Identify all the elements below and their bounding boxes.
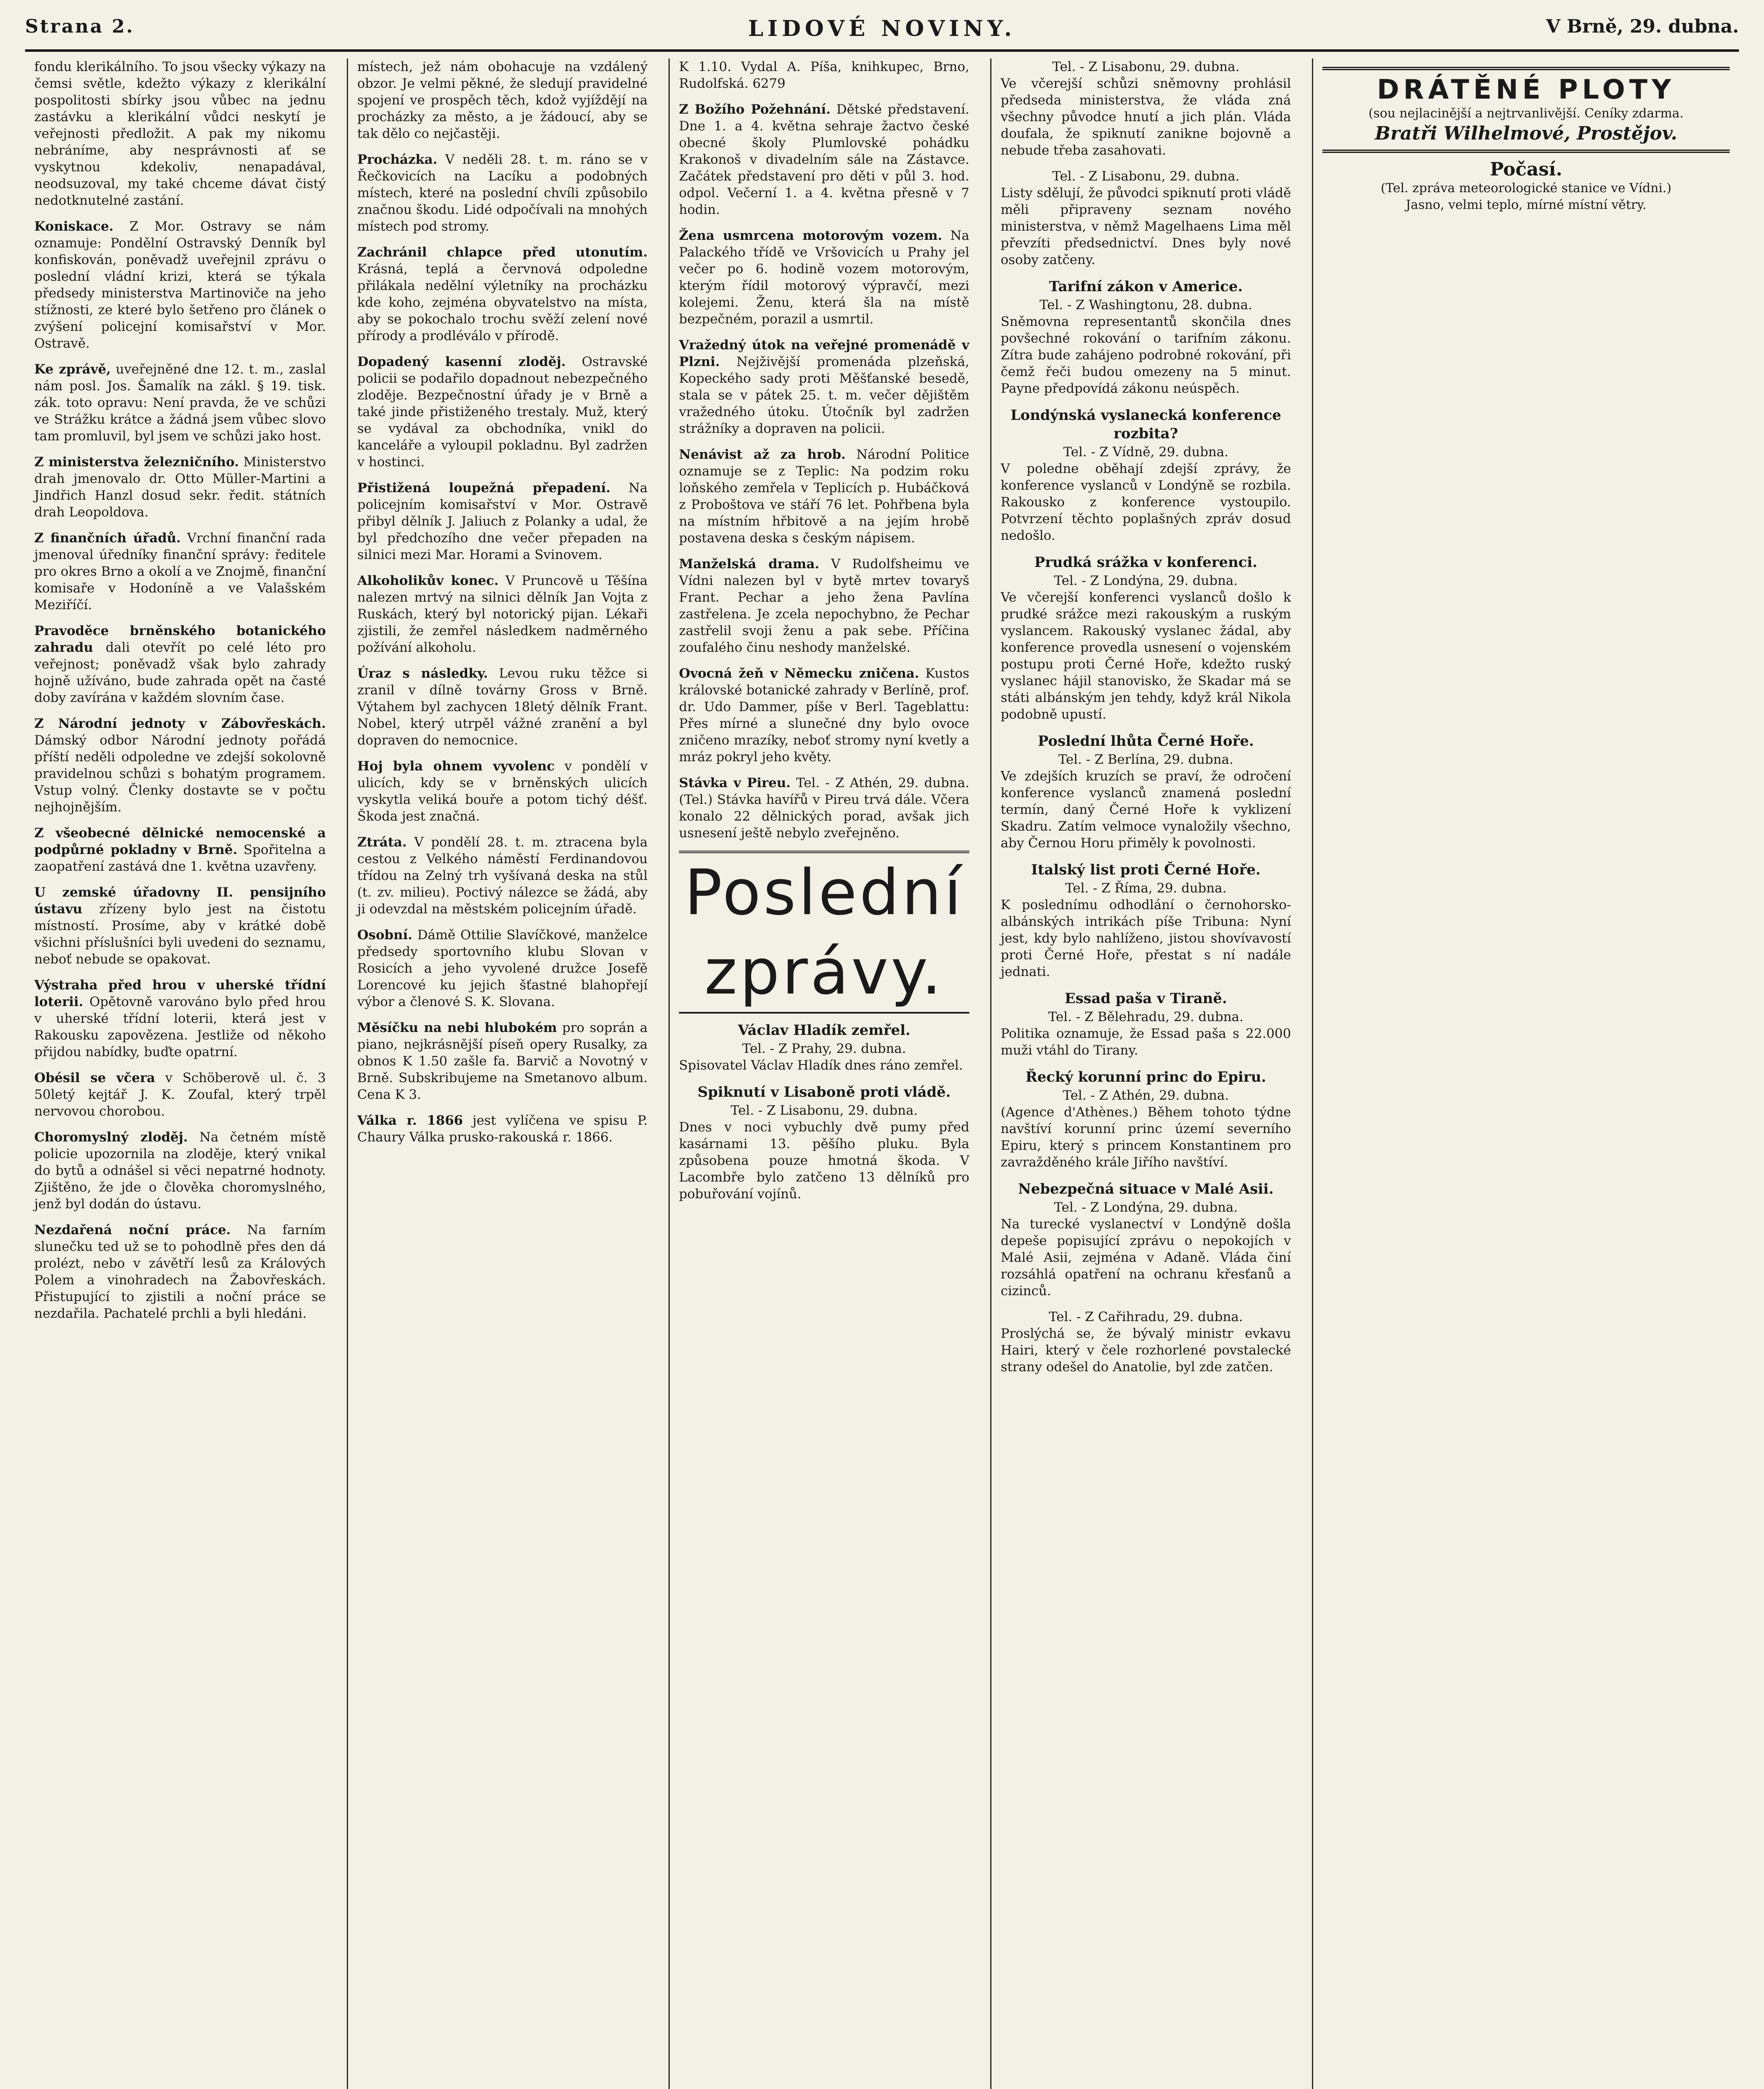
article-paragraph <box>34 1129 326 1212</box>
article-headline: Stávka v Pireu. <box>679 775 791 790</box>
article-paragraph <box>357 58 648 142</box>
column-3 <box>668 58 979 2089</box>
article <box>357 1112 648 1146</box>
article-headline: Vražedný útok na veřejné promenádě v Plzni. <box>679 338 969 369</box>
article-headline: Nezdařená noční práce. <box>34 1222 231 1238</box>
telegram-article <box>1001 58 1291 159</box>
advert-line: (sou nejlacinější a nejtrvanlivější. Ceníky zdarma. <box>1368 106 1684 121</box>
telegram-headline: Poslední lhůta Černé Hoře. <box>1037 733 1254 750</box>
telegram-dateline: Tel. - Z Vídně, 29. dubna. <box>1063 445 1229 460</box>
telegram-headline: Italský list proti Černé Hoře. <box>1031 862 1261 878</box>
telegram-text: Spisovatel Václav Hladík dnes ráno zemřel. <box>679 1058 963 1073</box>
article-text: Dámě Ottilie Slavíčkové, manželce předsedy sportovního klubu Slovan v Rosicích a jeho vyvolené družce Josefě Lorencové ku jejich šťastné blahopřejí výbor a členové S. K. Slovana. <box>357 928 648 1009</box>
article <box>34 825 326 875</box>
telegram-article <box>1001 1068 1291 1171</box>
article <box>679 58 969 92</box>
article-text: Spořitelna a zaopatření zastává dne 1. května uzavřeny. <box>34 842 326 874</box>
advert-brand: Bratři Wilhelmové, Prostějov. <box>1375 123 1678 144</box>
telegram-dateline: Tel. - Z Lisabonu, 29. dubna. <box>1052 169 1240 184</box>
article <box>34 1070 326 1120</box>
telegram-article <box>1001 861 1291 980</box>
article <box>679 665 969 765</box>
article-text: uveřejněné dne 12. t. m., zaslal nám posl. Jos. Šamalík na zákl. § 19. tisk. zák. toto opravu: Není pravda, že ve schůzi ve Strážku krátce a žádná jsem vůbec slovo tam promluvil, byl jsem ve schůzi jako host. <box>34 362 326 444</box>
article <box>357 480 648 563</box>
telegram-dateline: Tel. - Z Lisabonu, 29. dubna. <box>730 1103 918 1118</box>
telegram-article <box>1001 1309 1291 1375</box>
article <box>357 353 648 470</box>
article-text: Opětovně varováno bylo před hrou v uherské třídní loterii, která jest v Rakousku zapovězena. Jestliže od někoho přijdou nabídky, buďte opatrní. <box>34 994 326 1060</box>
article-paragraph <box>34 715 326 816</box>
article-text: K 1.10. Vydal A. Píša, knihkupec, Brno, Rudolfská. 6279 <box>679 59 969 91</box>
article-text: Na četném místě policie upozornila na zloděje, který vnikal do bytů a odnášel si věci nepatrné hodnoty. Zjištěno, že jde o člověka choromyslného, jenž byl dodán do ústavu. <box>34 1130 326 1212</box>
article-headline: Měsíčku na nebi hlubokém <box>357 1020 557 1035</box>
article-paragraph <box>679 665 969 765</box>
article-paragraph <box>34 1222 326 1322</box>
telegram-text: (Agence d'Athènes.) Během tohoto týdne navštíví korunní princ území severního Epiru, který s princem Konstantinem pro zavražděného krále Jiřího navštíví. <box>1001 1105 1291 1170</box>
telegram-dateline: Tel. - Z Bělehradu, 29. dubna. <box>1048 1009 1244 1024</box>
article <box>679 101 969 218</box>
masthead <box>25 12 1739 52</box>
telegram-text: Politika oznamuje, že Essad paša s 22.000 muži vtáhl do Tirany. <box>1001 1026 1291 1058</box>
telegram-article <box>1001 732 1291 851</box>
article-headline: Ke zprávě, <box>34 362 111 377</box>
column-2 <box>347 58 657 2089</box>
article-paragraph <box>34 454 326 521</box>
article-paragraph <box>357 353 648 470</box>
article-paragraph <box>34 623 326 706</box>
article-headline: Ztráta. <box>357 835 407 850</box>
article-headline: Osobní. <box>357 928 412 943</box>
article-text: Z Mor. Ostravy se nám oznamuje: Pondělní Ostravský Denník byl konfiskován, poněvadž uveřejnil zprávu o poslední vládní krizi, která se týkala předsedy ministerstva Martinoviče na jeho stížnosti, ze které bylo šetřeno pro článek o zvýšení policejní komisařství v Mor. Ostravě. <box>34 219 326 351</box>
telegram-text: V poledne oběhají zdejší zprávy, že konference vyslanců v Londýně se rozbila. Rakousko z konference vystoupilo. Potvrzení těchto poplašných zpráv dosud nedošlo. <box>1001 461 1291 543</box>
telegram-text: K poslednímu odhodlání o černohorsko-albánských intrikách píše Tribuna: Nyní jest, kdy bylo nahlíženo, jistou shovívavostí proti Černé Hoře, přestat s ní nadále jednati. <box>1001 897 1291 979</box>
telegram-text: Na turecké vyslanectví v Londýně došla depeše popisující zprávu o nepokojích v Malé Asii, zejména v Adaně. Vláda činí rozsáhlá opatření na ochranu křesťanů a cizinců. <box>1001 1217 1291 1299</box>
telegram-text: Ve zdejších kruzích se praví, že odročení konference vyslanců znamená poslední termín, daný Černé Hoře k vyklizení Skadru. Zatím velmoce vynaložily všechno, aby Černou Horu přiměly k povolnosti. <box>1001 769 1291 851</box>
article-paragraph <box>357 480 648 563</box>
article-paragraph <box>34 361 326 445</box>
telegram-headline: Nebezpečná situace v Malé Asii. <box>1018 1181 1274 1197</box>
article <box>679 775 969 841</box>
article-headline: Manželská drama. <box>679 557 819 572</box>
telegram-headline: Václav Hladík zemřel. <box>738 1022 910 1039</box>
telegram-dateline: Tel. - Z Athén, 29. dubna. <box>1062 1088 1229 1103</box>
article-paragraph <box>34 884 326 968</box>
article-text: Ostravské policii se podařilo dopadnout nebezpečného zloděje. Bezpečnostní úřady je v Brně a také jinde přistiženého trestaly. Muž, který se vydával za obchodníka, vnikl do kanceláře a vyloupil pokladnu. Byl zadržen v hostinci. <box>357 354 648 470</box>
article-headline: Z Božího Požehnání. <box>679 102 831 117</box>
article-paragraph <box>357 1112 648 1146</box>
article-headline: Z ministerstva železničního. <box>34 455 239 470</box>
article-paragraph <box>679 446 969 546</box>
article-text: V Pruncově u Těšína nalezen mrtvý na silnici dělník Jan Vojta z Ruskách, který byl notorický pijan. Lékaři zjistili, že zemřel následkem nadměrného požívání alkoholu. <box>357 573 648 655</box>
telegram-article <box>1001 168 1291 268</box>
article <box>34 218 326 352</box>
article-paragraph <box>34 58 326 209</box>
article-text: zřízeny bylo jest na čistotu místností. Prosíme, aby v krátké době všichni příslušníci byli uvedeni do seznamu, neboť nebude se opakovat. <box>34 902 326 967</box>
article-text: Kustos královské botanické zahrady v Berlíně, prof. dr. Udo Dammer, píše v Berl. Tageblattu: Přes mírné a slunečné dny bylo ovoce zničeno mrazíky, neboť stromy nyní kvetly a mráz pokryl jeho květy. <box>679 666 970 765</box>
article-headline: U zemské úřadovny II. pensijního ústavu <box>34 885 326 917</box>
article <box>679 446 969 546</box>
telegram-article <box>1001 277 1291 397</box>
article <box>34 977 326 1060</box>
telegram-headline: Essad paša v Tiraně. <box>1065 990 1227 1007</box>
article <box>679 227 969 328</box>
columns <box>25 58 1739 2089</box>
article-text: V neděli 28. t. m. ráno se v Řečkovicích na Lacíku a podobných místech, které na poslední chvíli způsobilo značnou škodu. Lidé odpočívali na mnohých místech pod stromy. <box>357 152 648 234</box>
article-headline: Zachránil chlapce před utonutím. <box>357 245 648 260</box>
telegram-article <box>1001 1180 1291 1299</box>
column-1 <box>25 58 335 2089</box>
telegram-article <box>679 1021 969 1074</box>
article-text: pro soprán a piano, nejkrásnější píseň opery Rusalky, za obnos K 1.50 zašle fa. Barvič a Novotný v Brně. Subskribujeme na Smetanovo album. Cena K 3. <box>357 1020 648 1102</box>
telegram-text: Ve včerejší schůzi sněmovny prohlásil předseda ministerstva, že vláda zná všechny původce hnutí a jich plán. Vláda doufala, že spiknutí zanikne bojovně a nebude třeba zasahovati. <box>1001 76 1291 158</box>
place-date: V Brně, 29. dubna. <box>1546 16 1739 37</box>
telegram-dateline: Tel. - Z Berlína, 29. dubna. <box>1058 752 1233 767</box>
article <box>357 572 648 656</box>
article-headline: Z finančních úřadů. <box>34 531 181 546</box>
article <box>34 884 326 968</box>
article-text: Na policejním komisařství v Mor. Ostravě přibyl dělník J. Jaliuch z Polanky a udal, že byl předchozího dne večer přepaden na silnici mezi Mar. Horami a Svinovem. <box>357 480 648 562</box>
article <box>34 1222 326 1322</box>
article <box>34 530 326 613</box>
telegram-text: Sněmovna representantů skončila dnes povšechné rokování o tarifním zákonu. Zítra bude zahájeno podrobné rokování, při čemž řeči budou omezeny na 5 minut. Payne předpovídá zákonu neúspěch. <box>1001 314 1291 396</box>
article-text: Národní Politice oznamuje se z Teplic: Na podzim roku loňského zemřela v Teplicích p. Hubáčková z Proboštova ve stáří 76 let. Pohřbena byla na místním hřbitově a na jejím hrobě postavena deska s českým nápisem. <box>679 447 969 546</box>
article-headline: Koniskace. <box>34 219 114 234</box>
weather-source: (Tel. zpráva meteorologické stanice ve Vídni.) <box>1380 181 1672 196</box>
article-headline: Hoj byla ohnem vyvolenc <box>357 759 555 774</box>
latest-news-banner <box>679 851 969 1014</box>
article-paragraph <box>34 825 326 875</box>
article-text: v Schöberově ul. č. 3 50letý kejtář J. K. Zoufal, který trpěl nervovou chorobou. <box>34 1070 326 1119</box>
telegram-headline: Spiknutí v Lisaboně proti vládě. <box>697 1084 951 1100</box>
article-text: jest vylíčena ve spisu P. Chaury Válka prusko-rakouská r. 1866. <box>357 1113 648 1145</box>
column-5 <box>1312 58 1739 2089</box>
article <box>357 1019 648 1103</box>
article-paragraph <box>679 58 969 92</box>
telegram-dateline: Tel. - Z Londýna, 29. dubna. <box>1054 573 1238 588</box>
column-4 <box>990 58 1300 2089</box>
article-headline: Choromyslný zloděj. <box>34 1130 188 1145</box>
article-paragraph <box>679 556 969 656</box>
article-paragraph <box>679 101 969 218</box>
weather-forecast: Jasno, velmi teplo, mírné místní větry. <box>1406 198 1647 212</box>
article-paragraph <box>34 977 326 1060</box>
article-headline: Přistižená loupežná přepadení. <box>357 480 611 496</box>
article <box>34 58 326 209</box>
article-headline: Žena usmrcena motorovým vozem. <box>679 228 943 243</box>
article-text: V pondělí 28. t. m. ztracena byla cestou z Velkého náměstí Ferdinandovou třídou na Zelný trh vyšívaná deska na stůl (t. zv. milieu). Poctivý nálezce se žádá, aby ji odevzdal na městském policejním úřadě. <box>357 835 648 917</box>
telegram-headline: Londýnská vyslanecká konference rozbita? <box>1010 407 1281 442</box>
telegram-headline: Prudká srážka v konferenci. <box>1034 554 1258 571</box>
article <box>357 665 648 749</box>
article <box>679 556 969 656</box>
article <box>357 244 648 344</box>
article <box>357 758 648 825</box>
article-paragraph <box>357 665 648 749</box>
telegram-article <box>1001 406 1291 544</box>
article-headline: Obésil se včera <box>34 1070 155 1085</box>
telegram-article <box>1001 553 1291 723</box>
telegram-text: Proslýchá se, že bývalý ministr evkavu Hairi, který v čele rozhorlené povstalecké strany odešel do Anatolie, byl zde zatčen. <box>1001 1326 1291 1375</box>
article-headline: Pravoděce brněnského botanického zahradu <box>34 623 326 655</box>
telegram-text: Dnes v noci vybuchly dvě pumy před kasárnami 13. pěšího pluku. Byla způsobena pouze hmotná škoda. V Lacombře bylo zatčeno 13 dělníků pro pobuřování vojínů. <box>679 1120 969 1202</box>
article-paragraph <box>357 834 648 917</box>
article-text: Dětské představení. Dne 1. a 4. května sehraje žactvo české obecné školy Plumlovské pohádku Krakonoš v divadelním sále na Zástavce. Začátek představení pro děti v půl 3. hod. odpol. Večerní 1. a 4. května přesně v 7 hodin. <box>679 102 969 217</box>
article-text: Krásná, teplá a červnová odpoledne přilákala nedělní výletníky na procházku kde koho, zejména obyvatelstvo na místa, aby se pokochalo trochu svěží zelení nové přírody a prodléválo v přírodě. <box>357 262 648 343</box>
article-paragraph <box>679 775 969 841</box>
article-headline: Alkoholikův konec. <box>357 573 499 588</box>
article-text: Nejživější promenáda plzeňská, Kopeckého sady proti Měšťanské besedě, stala se v pátek 25. t. m. večer dějištěm vražedného útoku. Útočník byl zadržen strážníky a dopraven na policii. <box>679 354 969 436</box>
telegram-dateline: Tel. - Z Říma, 29. dubna. <box>1065 881 1227 896</box>
article <box>357 58 648 142</box>
article-headline: Nenávist až za hrob. <box>679 447 846 462</box>
article-paragraph <box>357 758 648 825</box>
latest-news-title: Poslední zprávy. <box>684 856 964 1009</box>
article-headline: Dopadený kasenní zloděj. <box>357 354 566 369</box>
weather-report <box>1322 159 1730 213</box>
article-text: Na Palackého třídě ve Vršovicích u Prahy jel večer po 6. hodině vozem motorovým, kterým řídil motorový výpravčí, mezi kolejemi. Ženu, která šla na místě bezpečném, porazil a usmrtil. <box>679 228 970 327</box>
article-headline: Výstraha před hrou v uherské třídní loterii. <box>34 978 326 1009</box>
article <box>34 715 326 816</box>
article-headline: Procházka. <box>357 152 437 167</box>
article-text: Tel. - Z Athén, 29. dubna. (Tel.) Stávka havířů v Pireu trvá dále. Včera konalo 22 dělnických porad, avšak jich usnesení ještě nebylo zveřejněno. <box>679 775 969 841</box>
advert-title: DRÁTĚNÉ PLOTY <box>1377 74 1675 105</box>
article <box>679 337 969 437</box>
telegram-article <box>679 1083 969 1202</box>
article-paragraph <box>357 572 648 656</box>
telegram-text: Listy sdělují, že původci spiknutí proti vládě měli připraveny seznam nového ministerstva, v němž Magelhaens Lima měl převzíti předsednictví. Dnes byly nové osoby zatčeny. <box>1001 186 1291 267</box>
article <box>34 454 326 521</box>
article-text: V Rudolfsheimu ve Vídni nalezen byl v bytě mrtev tovaryš Frant. Pechar a jeho žena Pavlína zastřelena. Je zcela nepochybno, že Pechar zastřelil svoji ženu a pak sebe. Příčina zoufalého činu neshody manželské. <box>679 557 969 655</box>
telegram-dateline: Tel. - Z Lisabonu, 29. dubna. <box>1052 59 1240 74</box>
article-text: Dámský odbor Národní jednoty pořádá příští neděli odpoledne ve zdejší sokolovně pravidelnou schůzi s bohatým programem. Vstup volný. Členky dostavte se v počtu nejhojnějším. <box>34 733 326 815</box>
page-number: Strana 2. <box>25 16 135 37</box>
article-paragraph <box>357 244 648 344</box>
article-headline: Z všeobecné dělnické nemocenské a podpůrné pokladny v Brně. <box>34 826 326 857</box>
article-paragraph <box>34 1070 326 1120</box>
article-headline: Úraz s následky. <box>357 666 488 681</box>
article-text: místech, jež nám obohacuje na vzdálený obzor. Je velmi pěkné, že sledují pravidelné spojení ve prospěch těch, kdož vyjíždějí na procházky za město, a je žádoucí, aby se tak dělo co nejčastěji. <box>357 59 648 141</box>
article-text: v pondělí v ulicích, kdy se v brněnských ulicích vyskytla veliká bouře a potom tichý déšť. Škoda jest značná. <box>357 759 648 824</box>
article-paragraph <box>679 227 969 328</box>
newspaper-title: LIDOVÉ NOVINY. <box>748 16 1016 41</box>
telegram-dateline: Tel. - Z Prahy, 29. dubna. <box>742 1041 906 1056</box>
article-paragraph <box>679 337 969 437</box>
article-text: dali otevřít po celé léto pro veřejnost; poněvadž však bylo zahrady hojně užíváno, bude zahrada opět na časté doby zavírána v každém slovním čase. <box>34 640 326 705</box>
article <box>34 1129 326 1212</box>
telegram-dateline: Tel. - Z Cařihradu, 29. dubna. <box>1049 1309 1243 1324</box>
article-paragraph <box>34 530 326 613</box>
article-paragraph <box>34 218 326 352</box>
article-text: Levou ruku těžce si zranil v dílně továrny Gross v Brně. Výtahem byl zachycen 18letý dělník Frant. Nobel, který utrpěl vážné zranění a byl dopraven do nemocnice. <box>357 666 648 748</box>
article <box>357 927 648 1010</box>
weather-title: Počasí. <box>1489 159 1563 180</box>
article <box>34 361 326 445</box>
article-text: Ministerstvo drah jmenovalo dr. Otto Müller-Martini a Jindřich Hanzl dosud sekr. ředit. státních drah Leopoldova. <box>34 455 326 520</box>
article-headline: Z Národní jednoty v Zábovřeskách. <box>34 716 326 731</box>
telegram-dateline: Tel. - Z Washingtonu, 28. dubna. <box>1039 297 1253 313</box>
telegram-text: Ve včerejší konferenci vyslanců došlo k prudké srážce mezi rakouským a ruským vyslancem. Rakouský vyslanec žádal, aby konference provedla usnesení o vojenském postupu proti Černé Hoře, kdežto ruský vyslanec hájil stanovisko, že Skadar má se státi albánským jen tehdy, když král Nikola podobně upustí. <box>1001 590 1291 722</box>
article-headline: Válka r. 1866 <box>357 1113 463 1128</box>
article-paragraph <box>357 927 648 1010</box>
advert-wire-fences <box>1322 67 1730 153</box>
article-paragraph <box>357 151 648 235</box>
article-text: Vrchní finanční rada jmenoval úředníky finanční správy: ředitele pro okres Brno a okolí a ve Znojmě, finanční komisaře v Hodoníně a ve Valašském Meziříčí. <box>34 531 326 612</box>
article-headline: Ovocná žeň v Německu zničena. <box>679 666 919 681</box>
article <box>34 623 326 706</box>
article <box>357 151 648 235</box>
article-paragraph <box>357 1019 648 1103</box>
article-text: fondu klerikálního. To jsou všecky výkazy na čemsi světle, kdežto výkazy z klerikální pospolitosti sbírky jsou vůbec na jednu zastávku a klerikální vůdci neskytí je veřejnosti předložit. A pak my nikomu nebráníme, aby nesprávnosti ať se vyskytnou kdekoliv, nenapadával, neodsuzoval, my také chceme dávat čistý nedotknutelné zastání. <box>34 59 326 208</box>
telegram-article <box>1001 989 1291 1059</box>
telegram-dateline: Tel. - Z Londýna, 29. dubna. <box>1054 1200 1238 1215</box>
article <box>357 834 648 917</box>
telegram-headline: Tarifní zákon v Americe. <box>1049 278 1243 295</box>
article-text: Na farním slunečku ted už se to pohodlně přes den dá prolézt, nebo v závětří lesů za Králových Polem a vinohradech na Žabovřeskách. Přistupující to zjistili a noční práce se nezdařila. Pachatelé prchli a byli hledáni. <box>34 1222 326 1321</box>
telegram-headline: Řecký korunní princ do Epiru. <box>1025 1069 1266 1085</box>
